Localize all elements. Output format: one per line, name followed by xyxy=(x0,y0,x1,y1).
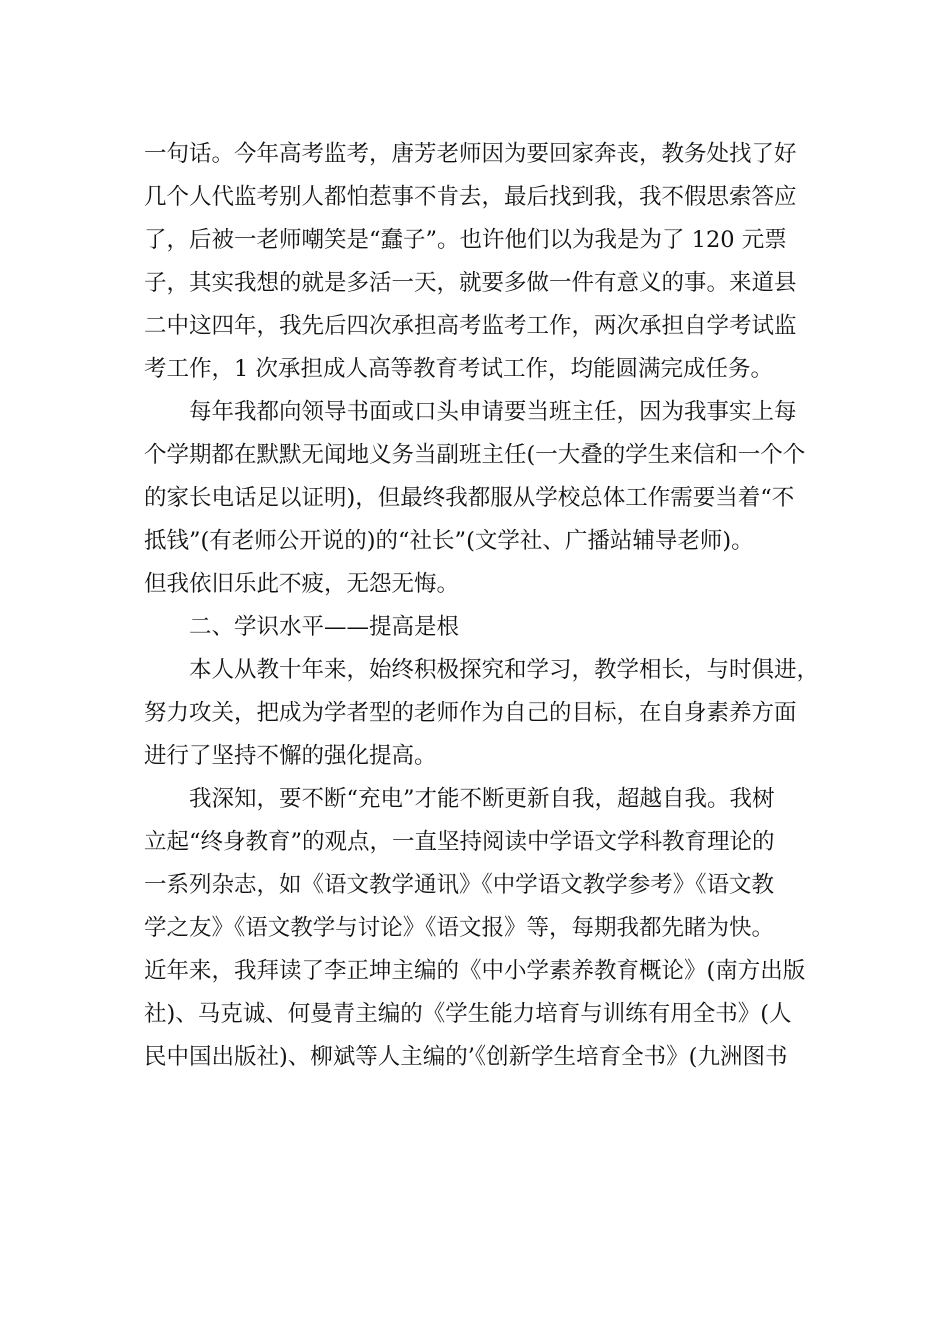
text-line: 个学期都在默默无闻地义务当副班主任(一大叠的学生来信和一个个 xyxy=(144,442,806,468)
text-line: 社)、马克诚、何曼青主编的《学生能力培育与训练有用全书》(人 xyxy=(144,1001,792,1027)
body-text xyxy=(144,133,830,1079)
text-line: 近年来，我拜读了李正坤主编的《中小学素养教育概论》(南方出版 xyxy=(144,958,806,984)
paragraph-first-line: 我深知，要不断“充电”才能不断更新自我，超越自我。我树 xyxy=(189,786,775,812)
text-line: 的家长电话足以证明)，但最终我都服从学校总体工作需要当着“不 xyxy=(144,485,795,511)
text-line: 考工作，1 次承担成人高等教育考试工作，均能圆满完成任务。 xyxy=(144,356,773,382)
text-line: 了，后被一老师嘲笑是“蠢子”。也许他们以为我是为了 120 元票 xyxy=(144,227,787,253)
text-line: 立起“终身教育”的观点，一直坚持阅读中学语文学科教育理论的 xyxy=(144,829,775,855)
text-line: 民中国出版社)、柳斌等人主编的’《创新学生培育全书》(九洲图书 xyxy=(144,1044,788,1070)
text-line: 几个人代监考别人都怕惹事不肯去，最后找到我，我不假思索答应 xyxy=(144,184,797,210)
text-line: 一句话。今年高考监考，唐芳老师因为要回家奔丧，教务处找了好 xyxy=(144,141,797,167)
text-line: 二中这四年，我先后四次承担高考监考工作，两次承担自学考试监 xyxy=(144,313,797,339)
paragraph-first-line: 每年我都向领导书面或口头申请要当班主任，因为我事实上每 xyxy=(189,399,797,425)
text-line: 学之友》《语文教学与讨论》《语文报》等，每期我都先睹为快。 xyxy=(144,915,775,941)
text-line: 一系列杂志，如《语文教学通讯》《中学语文教学参考》《语文教 xyxy=(144,872,775,898)
text-line: 努力攻关，把成为学者型的老师作为自己的目标，在自身素养方面 xyxy=(144,700,797,726)
section-heading: 二、学识水平——提高是根 xyxy=(189,614,460,640)
text-line: 子，其实我想的就是多活一天，就要多做一件有意义的事。来道县 xyxy=(144,270,797,296)
text-line: 进行了坚持不懈的强化提高。 xyxy=(144,743,437,769)
paragraph-first-line: 本人从教十年来，始终积极探究和学习，教学相长，与时俱进， xyxy=(189,657,820,683)
text-line: 但我依旧乐此不疲，无怨无悔。 xyxy=(144,571,460,597)
text-line: 抵钱”(有老师公开说的)的“社长”(文学社、广播站辅导老师)。 xyxy=(144,528,754,554)
